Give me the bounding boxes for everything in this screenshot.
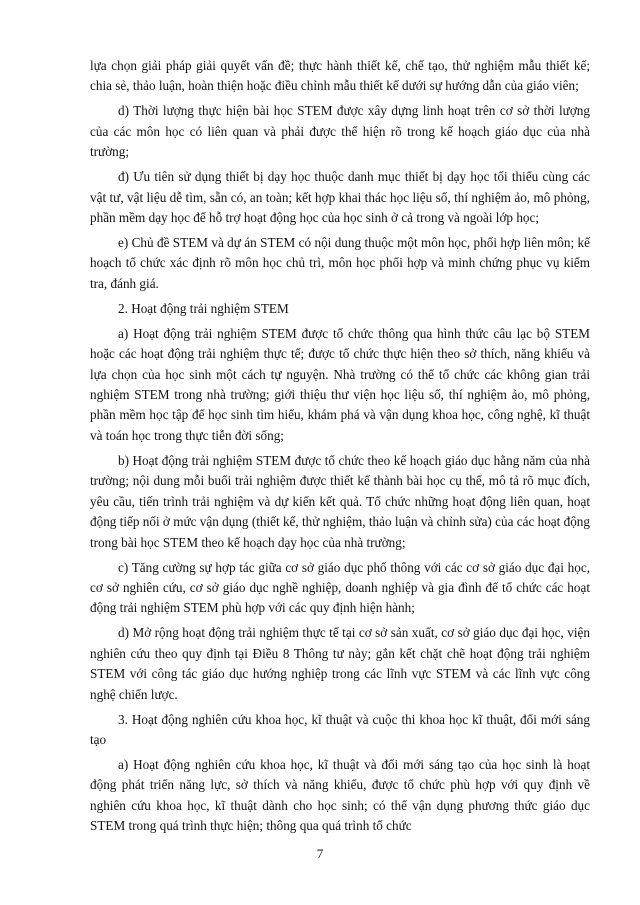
paragraph-d-expansion: d) Mở rộng hoạt động trải nghiệm thực tế tại cơ sở sản xuất, cơ sở giáo dục đại học, viện nghiên cứu theo quy định tại Điều 8 Thông tư này; gắn kết chặt chẽ hoạt động trải nghiệm STEM với công tác giáo dục hướng nghiệp trong các lĩnh vực STEM và các lĩnh vực công nghệ chiến lược. (90, 625, 590, 702)
paragraph-e-topics: e) Chủ đề STEM và dự án STEM có nội dung thuộc một môn học, phối hợp liên môn; kế hoạch tổ chức xác định rõ môn học chủ trì, môn học phối hợp và minh chứng phục vụ kiểm tra, đánh giá. (90, 235, 590, 291)
section-heading-2: 2. Hoạt động trải nghiệm STEM (118, 300, 289, 316)
paragraph-continuation: lựa chọn giải pháp giải quyết vấn đề; thực hành thiết kế, chế tạo, thử nghiệm mẫu thiết kế; chia sẻ, thảo luận, hoàn thiện hoặc điều chỉnh mẫu thiết kế dưới sự hướng dẫn của giáo viên; (90, 58, 590, 94)
paragraph-c-cooperation: c) Tăng cường sự hợp tác giữa cơ sở giáo dục phổ thông với các cơ sở giáo dục đại học, cơ sở nghiên cứu, cơ sở giáo dục nghề nghiệp, doanh nghiệp và gia đình để tổ chức các hoạt động trải nghiệm STEM phù hợp với các quy định hiện hành; (90, 559, 590, 616)
paragraph-a-experience: a) Hoạt động trải nghiệm STEM được tổ chức thông qua hình thức câu lạc bộ STEM hoặc các hoạt động trải nghiệm thực tế; được tổ chức thực hiện theo sở thích, năng khiếu và lựa chọn của học sinh một cách tự nguyện. Nhà trường có thể tổ chức các không gian trải nghiệm STEM trong nhà trường; giới thiệu thư viện học liệu số, thí nghiệm ảo, mô phỏng, phần mềm học tập để học sinh tìm hiểu, khám phá và vận dụng khoa học, công nghệ, kĩ thuật và toán học trong thực tiễn đời sống; (90, 325, 590, 443)
section-heading-3: 3. Hoạt động nghiên cứu khoa học, kĩ thuật và cuộc thi khoa học kĩ thuật, đổi mới sáng tạo (90, 711, 590, 747)
paragraph-a-research: a) Hoạt động nghiên cứu khoa học, kĩ thuật và đổi mới sáng tạo của học sinh là hoạt động phát triển năng lực, sở thích và năng khiếu, được tổ chức phù hợp với quy định về nghiên cứu khoa học, kĩ thuật dành cho học sinh; có thể vận dụng phương thức giáo dục STEM trong quá trình thực hiện; thông qua quá trình tổ chức (90, 756, 590, 834)
paragraph-d-duration: d) Thời lượng thực hiện bài học STEM được xây dựng linh hoạt trên cơ sở thời lượng của các môn học có liên quan và phải được thể hiện rõ trong kế hoạch giáo dục của nhà trường; (90, 103, 590, 160)
page-number: 7 (316, 846, 324, 861)
document-body (90, 56, 590, 841)
paragraph-dd-equipment: đ) Ưu tiên sử dụng thiết bị dạy học thuộc danh mục thiết bị dạy học tối thiểu cùng các vật tư, vật liệu dễ tìm, sẵn có, an toàn; kết hợp khai thác học liệu số, thí nghiệm ảo, mô phỏng, phần mềm dạy học để hỗ trợ hoạt động học của học sinh ở cả trong và ngoài lớp học; (90, 169, 590, 226)
paragraph-b-experience: b) Hoạt động trải nghiệm STEM được tổ chức theo kế hoạch giáo dục hằng năm của nhà trường; nội dung mỗi buổi trải nghiệm được thiết kế thành bài học cụ thể, mô tả rõ mục đích, yêu cầu, tiến trình trải nghiệm và dự kiến kết quả. Tổ chức những hoạt động liên quan, hoạt động tiếp nối ở mức vận dụng (thiết kế, thử nghiệm, thảo luận và chỉnh sửa) của các hoạt động trong bài học STEM theo kế hoạch dạy học của nhà trường; (90, 452, 590, 550)
